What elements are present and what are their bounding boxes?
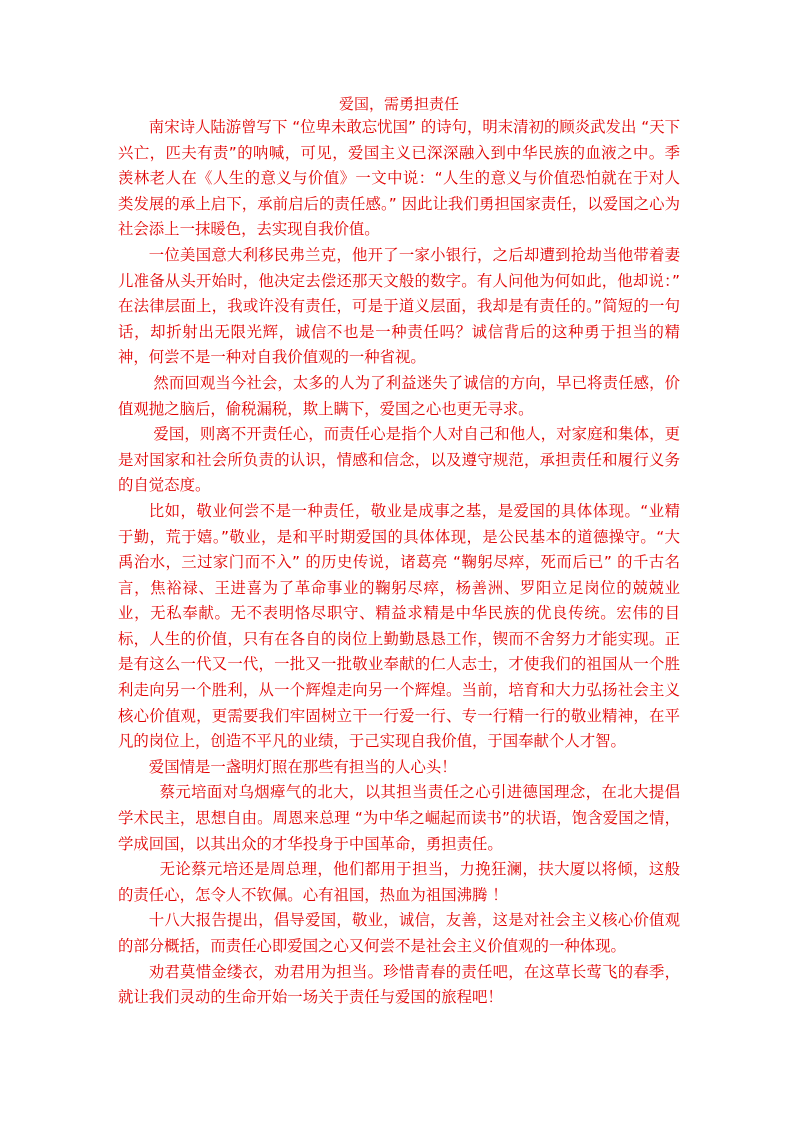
document-body — [118, 93, 680, 1011]
paragraph-3: 然而回观当今社会，太多的人为了利益迷失了诚信的方向，早已将责任感，价值观抛之脑后，偷税漏税，欺上瞒下，爱国之心也更无寻求。 — [118, 373, 680, 418]
document-title: 爱国，需勇担责任 — [338, 95, 459, 113]
paragraph-6: 爱国情是一盏明灯照在那些有担当的人心头！ — [148, 757, 457, 776]
paragraph-1: 南宋诗人陆游曾写下 “位卑未敢忘忧国” 的诗句，明末清初的顾炎武发出 “天下兴亡，匹夫有责”的呐喊，可见，爱国主义已深深融入到中华民族的血液之中。季羡林老人在《人生的意义与价值》一文中说：“人生的意义与价值恐怕就在于对人类发展的承上启下，承前启后的责任感。” 因此让我们勇担国家责任，以爱国之心为社会添上一抹暖色，去实现自我价值。 — [118, 118, 680, 239]
paragraph-10: 劝君莫惜金缕衣，劝君用为担当。珍惜青春的责任吧，在这草长莺飞的春季，就让我们灵动的生命开始一场关于责任与爱国的旅程吧！ — [118, 962, 680, 1007]
paragraph-2: 一位美国意大利移民弗兰克，他开了一家小银行，之后却遭到抢劫当他带着妻儿准备从头开始时，他决定去偿还那天文般的数字。有人问他为何如此，他却说：” 在法律层面上，我或许没有责任，可是于道义层面，我却是有责任的。”简短的一句话，却折射出无限光辉，诚信不也是一种责任吗？诚信背后的这种勇于担当的精神，何尝不是一种对自我价值观的一种省视。 — [118, 245, 680, 367]
paragraph-5: 比如，敬业何尝不是一种责任，敬业是成事之基，是爱国的具体体现。“业精于勤，荒于嬉。”敬业，是和平时期爱国的具体体现，是公民基本的道德操守。“大禹治水，三过家门而不入” 的历史传说，诸葛亮 “鞠躬尽瘁，死而后已” 的千古名言，焦裕禄、王进喜为了革命事业的鞠躬尽瘁，杨善洲、罗阳立足岗位的兢兢业业，无私奉献。无不表明恪尽职守、精益求精是中华民族的优良传统。宏伟的目标，人生的价值，只有在各自的岗位上勤勤恳恳工作，锲而不舍努力才能实现。正是有这么一代又一代，一批又一批敬业奉献的仁人志士，才使我们的祖国从一个胜利走向另一个胜利，从一个辉煌走向另一个辉煌。当前，培育和大力弘扬社会主义核心价值观，更需要我们牢固树立干一行爱一行、专一行精一行的敬业精神，在平凡的岗位上，创造不平凡的业绩，于己实现自我价值，于国奉献个人才智。 — [118, 501, 680, 751]
paragraph-7: 蔡元培面对乌烟瘴气的北大，以其担当责任之心引进德国理念，在北大提倡学术民主，思想自由。周恩来总理 “为中华之崛起而读书”的状语，饱含爱国之情，学成回国，以其出众的才华投身于中国革命，勇担责任。 — [118, 783, 680, 853]
paragraph-9: 十八大报告提出，倡导爱国，敬业，诚信，友善，这是对社会主义核心价值观的部分概括，而责任心即爱国之心又何尝不是社会主义价值观的一种体现。 — [118, 911, 680, 955]
paragraph-4: 爱国，则离不开责任心，而责任心是指个人对自己和他人，对家庭和集体，更是对国家和社会所负责的认识，情感和信念，以及遵守规范，承担责任和履行义务的自觉态度。 — [118, 425, 680, 495]
paragraph-8: 无论蔡元培还是周总理，他们都用于担当，力挽狂澜，扶大厦以将倾，这般的责任心，怎令人不钦佩。心有祖国，热血为祖国沸腾 ！ — [118, 860, 680, 904]
